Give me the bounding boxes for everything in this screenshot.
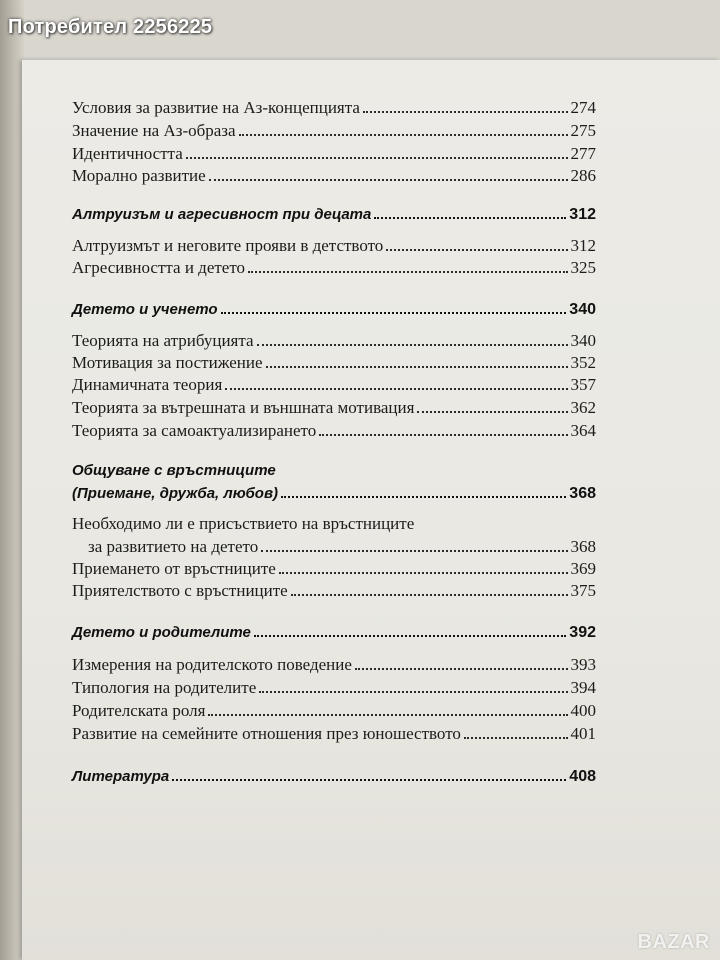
- toc-chapter: (Приемане, дружба, любов) 368: [72, 485, 596, 502]
- toc-entry: Условия за развитие на Аз-концепцията 274: [72, 98, 596, 117]
- toc-entry: Теорията на атрибуцията 340: [72, 331, 596, 350]
- toc-entry: Значение на Аз-образа 275: [72, 121, 596, 140]
- toc-entry: Мотивация за постижение 352: [72, 353, 596, 372]
- toc-entry: Морално развитие 286: [72, 166, 596, 185]
- toc-entry: Приемането от връстниците 369: [72, 559, 596, 578]
- toc-chapter: Детето и родителите 392: [72, 624, 596, 641]
- toc-chapter: Детето и ученето 340: [72, 301, 596, 318]
- toc-entry: Динамичната теория 357: [72, 375, 596, 394]
- user-watermark: Потребител 2256225: [8, 16, 213, 38]
- toc-entry: Приятелството с връстниците 375: [72, 581, 596, 600]
- toc-entry: Измерения на родителското поведение 393: [72, 655, 596, 674]
- toc-entry: Теорията за самоактуализирането 364: [72, 421, 596, 440]
- toc-entry: Идентичността 277: [72, 144, 596, 163]
- toc-entry-line: Необходимо ли е присъствието на връстниците: [72, 514, 415, 533]
- toc-entry: Развитие на семейните отношения през юношеството 401: [72, 724, 596, 743]
- toc-chapter: Алтруизъм и агресивност при децата 312: [72, 206, 596, 223]
- toc-chapter-title-line: Общуване с връстниците: [72, 462, 276, 479]
- toc-entry: Родителската роля 400: [72, 701, 596, 720]
- toc-chapter: Литература 408: [72, 768, 596, 785]
- toc-entry: Теорията за вътрешната и външната мотивация 362: [72, 398, 596, 417]
- bazar-logo: BAZAR: [637, 931, 710, 953]
- toc-entry: за развитието на детето 368: [88, 537, 596, 556]
- toc-entry: Алтруизмът и неговите прояви в детството 312: [72, 236, 596, 255]
- toc-entry: Агресивността и детето 325: [72, 258, 596, 277]
- toc-entry: Типология на родителите 394: [72, 678, 596, 697]
